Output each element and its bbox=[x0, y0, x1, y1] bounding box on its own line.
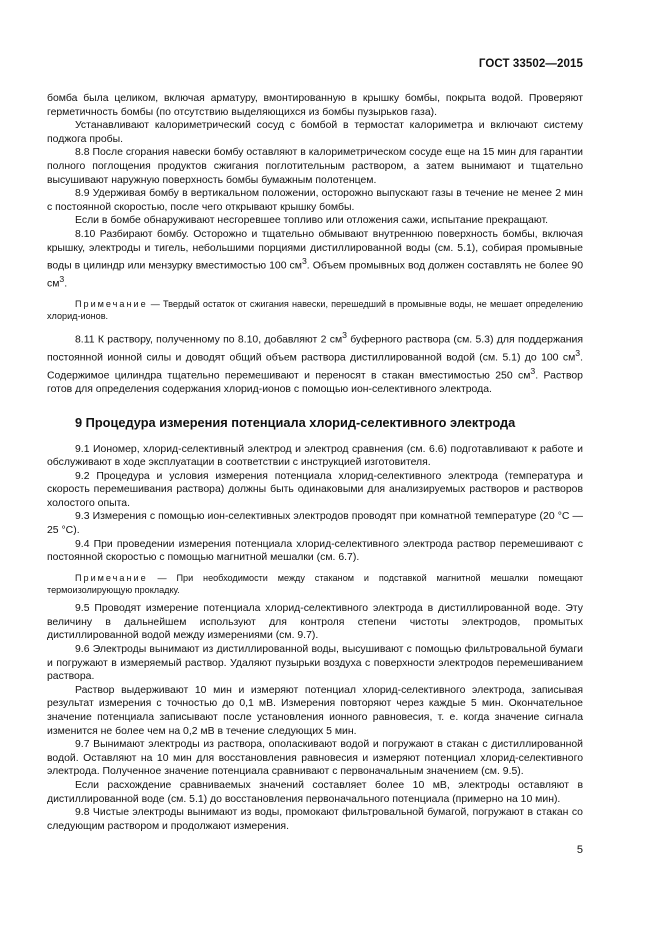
paragraph-9-5: 9.5 Проводят измерение потенциала хлорид-селективного электрода в дистиллированной воде. Эту величину в дальнейшем используют для контроля степени чистоты электродов, промытых дистиллированной водой между измерениями (см. 9.7). bbox=[47, 603, 583, 642]
note-label: Примечание bbox=[75, 572, 148, 583]
paragraph-9-2: 9.2 Процедура и условия измерения потенциала хлорид-селективного электрода (температура и скорость перемешивания раствора) должны быть одинаковыми для анализируемых растворов и растворов холостого опыта. bbox=[47, 470, 583, 509]
paragraph-9-7: 9.7 Вынимают электроды из раствора, ополаскивают водой и погружают в стакан с дистиллированной водой. Оставляют на 10 мин для восстановления равновесия и измеряют потенциал хлорид-селективного электрода. Полученное значение потенциала сравнивают с первоначальным значением (см. 9.5). bbox=[47, 739, 583, 778]
note bbox=[47, 572, 583, 596]
section-heading: 9 Процедура измерения потенциала хлорид-селективного электрода bbox=[75, 414, 516, 430]
paragraph-8-8: 8.8 После сгорания навески бомбу оставляют в калориметрическом сосуде еще на 15 мин для гарантии полного поглощения продуктов сжигания поглотительным раствором, а затем вынимают и тщательно высушивают наружную поверхность бомбы бумажным полотенцем. bbox=[47, 147, 583, 186]
paragraph: Раствор выдерживают 10 мин и измеряют потенциал хлорид-селективного электрода, записывая результат измерения с точностью до 0,1 мВ. Измерения повторяют через каждые 5 мин. Окончательное значение потенциала записывают после установления ионного равновесия, т. е. когда значение сигнала изменится не более чем на 0,2 мВ в течение следующих 5 мин. bbox=[47, 684, 583, 737]
page-number: 5 bbox=[576, 844, 583, 856]
paragraph-9-6: 9.6 Электроды вынимают из дистиллированной воды, высушивают с помощью фильтровальной бумаги и погружают в измеряемый раствор. Удаляют пузырьки воздуха с поверхности электродов перемешиванием раствора. bbox=[47, 644, 583, 683]
paragraph: Устанавливают калориметрический сосуд с бомбой в термостат калориметра и включают систему поджога пробы. bbox=[47, 120, 583, 145]
paragraph-8-10: 8.10 Разбирают бомбу. Осторожно и тщательно обмывают внутреннюю поверхность бомбы, включая крышку, электроды и тигель, небольшими порциями дистиллированной воды (см. 5.1), собирая промывные воды в цилиндр или мензурку вместимостью 100 $см^3$. Объем промывных вод должен составлять не более 90 $см^3$. bbox=[47, 228, 584, 290]
note-text: — Твердый остаток от сжигания навески, перешедший в промывные воды, не мешает определению хлорид-ионов. bbox=[47, 299, 583, 322]
paragraph-8-9: 8.9 Удерживая бомбу в вертикальном положении, осторожно выпускают газы в течение не менее 2 мин с постоянной скоростью, после чего открывают крышку бомбы. bbox=[47, 188, 583, 213]
note-label: Примечание bbox=[75, 299, 148, 310]
document-body bbox=[47, 92, 583, 833]
note-text: — При необходимости между стаканом и подставкой магнитной мешалки помещают термоизолирующую прокладку. bbox=[47, 572, 583, 596]
paragraph-9-3: 9.3 Измерения с помощью ион-селективных электродов проводят при комнатной температуре (20 °С — 25 °С). bbox=[47, 511, 583, 537]
note bbox=[47, 298, 583, 322]
paragraph-9-1: 9.1 Иономер, хлорид-селективный электрод и электрод сравнения (см. 6.6) подготавливают к работе и обслуживают в ходе эксплуатации в соответствии с инструкцией изготовителя. bbox=[47, 443, 583, 469]
paragraph: Если расхождение сравниваемых значений составляет более 10 мВ, электроды оставляют в дистиллированной воде (см. 5.1) до восстановления первоначального потенциала (примерно на 10 мин). bbox=[47, 779, 583, 805]
standard-designation: ГОСТ 33502—2015 bbox=[478, 58, 583, 70]
paragraph-8-11: 8.11 К раствору, полученному по 8.10, добавляют 2 $см^3$ буферного раствора (см. 5.3) для поддержания постоянной ионной силы и доводят общий объем раствора дистиллированной водой (см. 5.1) до 100 $см^3$. Содержимое цилиндра тщательно перемешивают и переносят в стакан вместимостью 250 $см^3$. Раствор готов для определения содержания хлорид-ионов с помощью ион-селективного электрода. bbox=[47, 329, 583, 395]
paragraph: бомба была целиком, включая арматуру, вмонтированную в крышку бомбы, покрыта водой. Проверяют герметичность бомбы (по отсутствию выделяющихся из бомбы пузырьков газа). bbox=[47, 93, 583, 118]
paragraph-9-4: 9.4 При проведении измерения потенциала хлорид-селективного электрода раствор перемешивают с постоянной скоростью с помощью магнитной мешалки (см. 6.7). bbox=[47, 538, 583, 564]
paragraph: Если в бомбе обнаруживают несгоревшее топливо или отложения сажи, испытание прекращают. bbox=[75, 215, 548, 227]
paragraph-9-8: 9.8 Чистые электроды вынимают из воды, промокают фильтровальной бумагой, погружают в стакан со следующим раствором и продолжают измерения. bbox=[47, 807, 583, 832]
